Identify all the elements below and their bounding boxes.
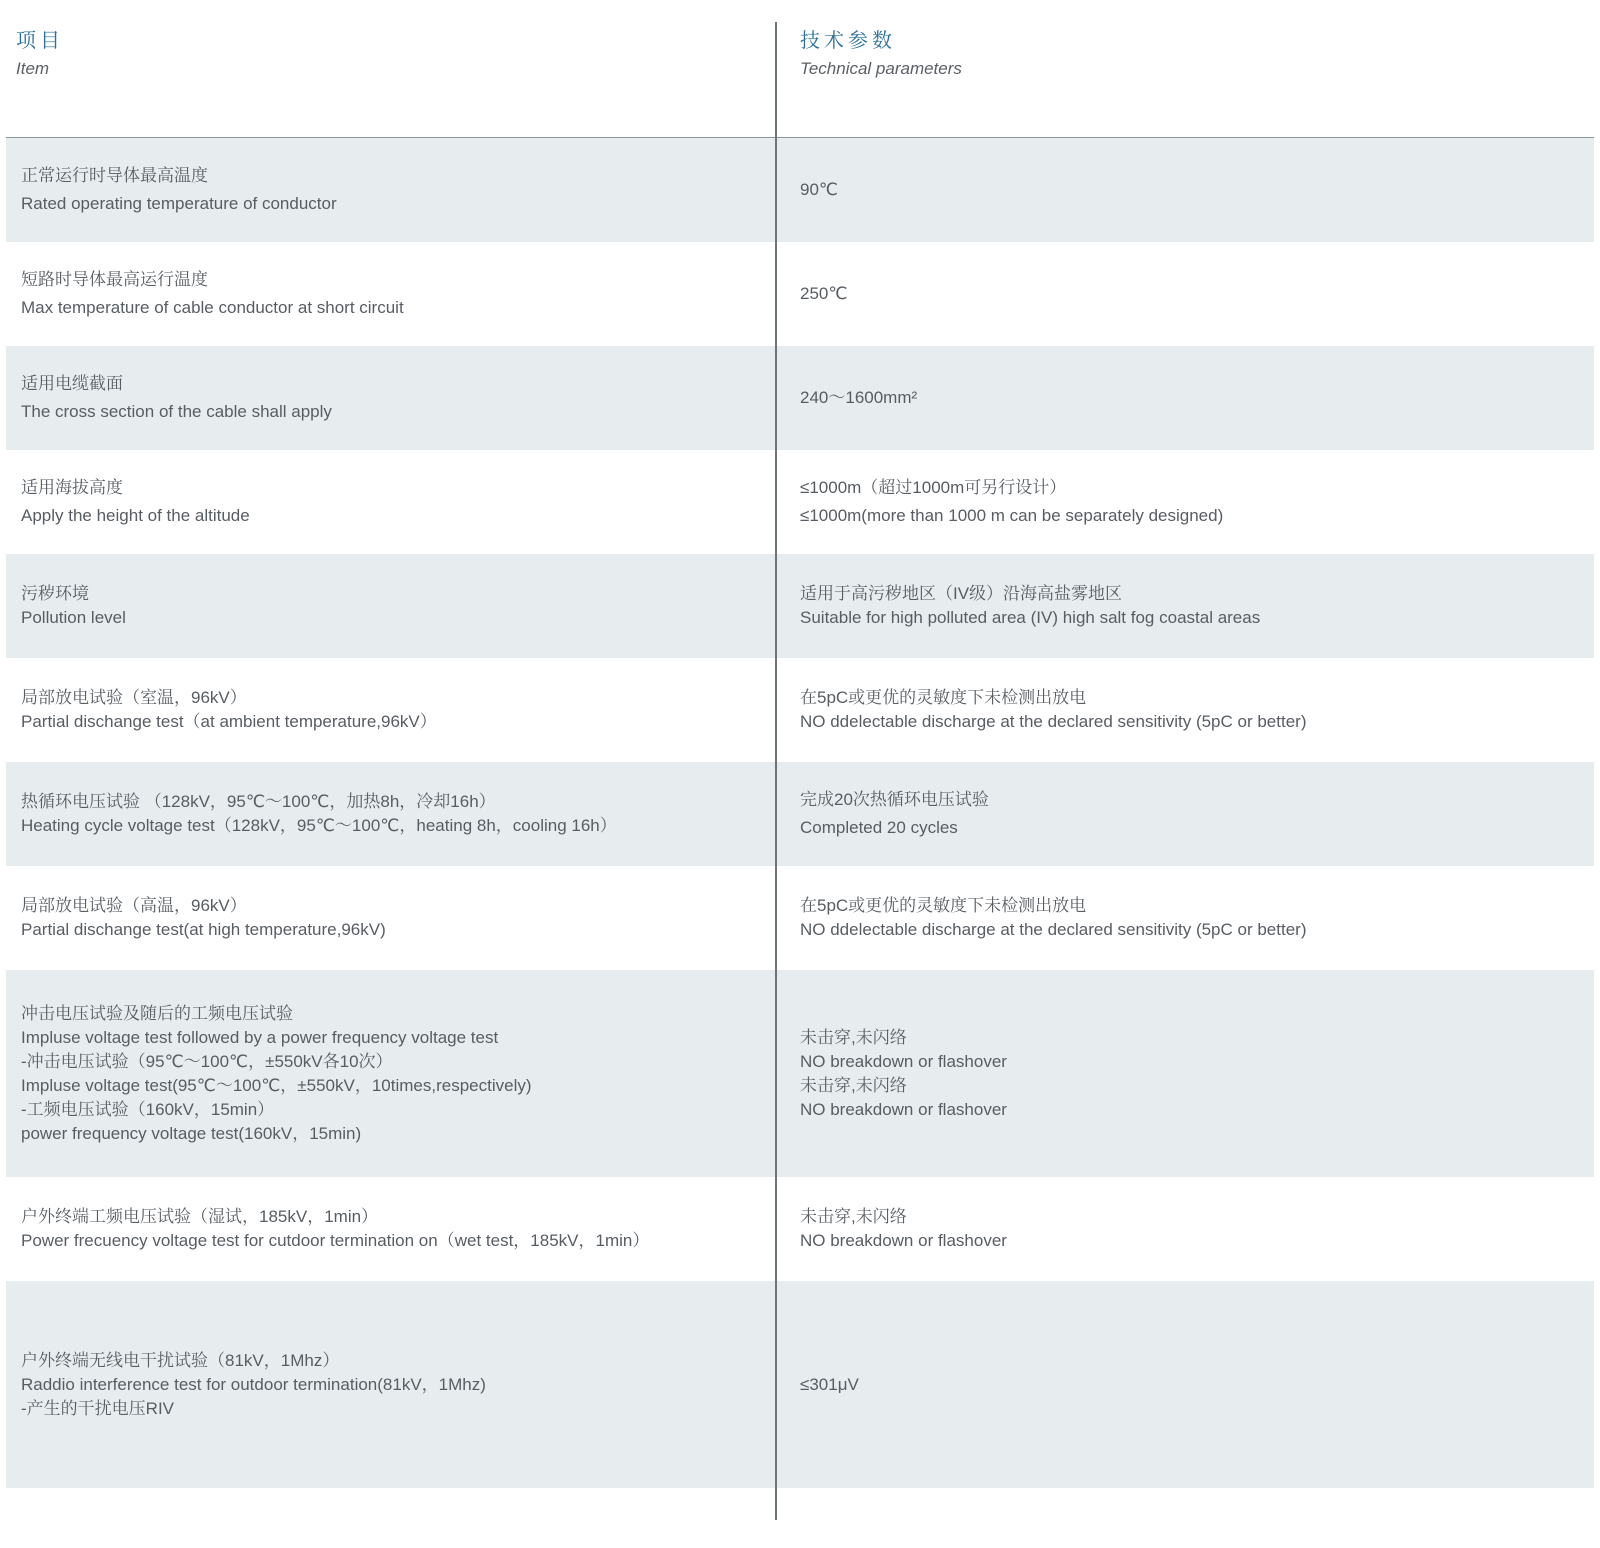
item-text: 适用海拔高度 (21, 478, 123, 497)
param-text: 适用于高污秽地区（IV级）沿海高盐雾地区 (800, 584, 1123, 603)
param-cell (782, 138, 1594, 242)
table-row (6, 970, 1594, 1177)
param-text: ≤1000m(more than 1000 m can be separately designed) (800, 506, 1224, 525)
item-cell (6, 138, 782, 242)
item-text: Partial dischange test（at ambient temperature,96kV） (21, 712, 437, 731)
item-text: -冲击电压试验（95℃～100℃，±550kV各10次） (21, 1051, 393, 1071)
param-text: 在5pC或更优的灵敏度下未检测出放电 (800, 688, 1087, 707)
item-text: Rated operating temperature of conductor (21, 194, 337, 213)
item-text: 短路时导体最高运行温度 (21, 270, 208, 289)
spec-table (6, 0, 1594, 1488)
item-text: 局部放电试验（高温，96kV） (21, 896, 247, 915)
header-param (800, 28, 962, 82)
item-text: 局部放电试验（室温，96kV） (21, 688, 247, 707)
param-text: 250℃ (800, 284, 848, 303)
item-text: Impluse voltage test followed by a power frequency voltage test (21, 1027, 499, 1047)
item-text: 冲击电压试验及随后的工频电压试验 (21, 1003, 293, 1023)
item-text: -产生的干扰电压RIV (21, 1398, 174, 1418)
item-cell (6, 1177, 782, 1281)
item-text: 正常运行时导体最高温度 (21, 166, 208, 185)
param-text: 完成20次热循环电压试验 (800, 790, 989, 809)
param-cell (782, 970, 1594, 1177)
table-row (6, 554, 1594, 658)
table-row (6, 762, 1594, 866)
item-text: Heating cycle voltage test（128kV，95℃～100℃，heating 8h，cooling 16h） (21, 816, 617, 835)
header-item-en: Item (16, 59, 50, 78)
param-cell (782, 242, 1594, 346)
param-text: ≤1000m（超过1000m可另行设计） (800, 478, 1067, 497)
item-text: Apply the height of the altitude (21, 506, 250, 525)
table-row (6, 346, 1594, 450)
param-cell (782, 554, 1594, 658)
param-cell (782, 450, 1594, 554)
param-cell (782, 866, 1594, 970)
item-cell (6, 762, 782, 866)
item-text: 户外终端工频电压试验（湿试，185kV，1min） (21, 1207, 379, 1226)
column-divider (775, 22, 777, 1520)
header-param-en: Technical parameters (800, 59, 962, 78)
param-cell (782, 346, 1594, 450)
param-text: 90℃ (800, 180, 839, 199)
param-cell (782, 762, 1594, 866)
item-text: 户外终端无线电干扰试验（81kV，1Mhz） (21, 1350, 340, 1370)
param-text: 240～1600mm² (800, 388, 918, 407)
table-header (6, 0, 1594, 138)
header-item (16, 28, 64, 82)
param-text: Suitable for high polluted area (IV) high salt fog coastal areas (800, 608, 1261, 627)
table-row (6, 1177, 1594, 1281)
param-text: 未击穿,未闪络 (800, 1075, 907, 1095)
item-cell (6, 346, 782, 450)
param-text: NO breakdown or flashover (800, 1051, 1007, 1071)
param-text: ≤301μV (800, 1374, 859, 1394)
param-text: NO ddelectable discharge at the declared sensitivity (5pC or better) (800, 712, 1307, 731)
table-row (6, 138, 1594, 242)
item-text: Raddio interference test for outdoor termination(81kV，1Mhz) (21, 1374, 486, 1394)
param-text: NO breakdown or flashover (800, 1231, 1007, 1250)
item-text: Partial dischange test(at high temperature,96kV) (21, 920, 386, 939)
item-cell (6, 242, 782, 346)
item-text: 适用电缆截面 (21, 374, 123, 393)
item-cell (6, 658, 782, 762)
item-text: 热循环电压试验 （128kV，95℃～100℃，加热8h，冷却16h） (21, 792, 496, 811)
item-text: power frequency voltage test(160kV，15min) (21, 1123, 362, 1143)
param-text: NO ddelectable discharge at the declared sensitivity (5pC or better) (800, 920, 1307, 939)
table-row (6, 1281, 1594, 1488)
table-row (6, 658, 1594, 762)
param-cell (782, 658, 1594, 762)
param-cell (782, 1281, 1594, 1488)
table-row (6, 450, 1594, 554)
item-cell (6, 970, 782, 1177)
table-row (6, 866, 1594, 970)
param-text: 未击穿,未闪络 (800, 1027, 907, 1047)
param-text: Completed 20 cycles (800, 818, 958, 837)
item-text: 污秽环境 (21, 584, 89, 603)
item-cell (6, 450, 782, 554)
header-item-cn: 项目 (16, 30, 64, 52)
item-text: Pollution level (21, 608, 126, 627)
item-cell (6, 554, 782, 658)
table-row (6, 242, 1594, 346)
item-text: Max temperature of cable conductor at short circuit (21, 298, 404, 317)
param-cell (782, 1177, 1594, 1281)
item-text: -工频电压试验（160kV，15min） (21, 1099, 275, 1119)
item-text: The cross section of the cable shall apply (21, 402, 332, 421)
item-cell (6, 866, 782, 970)
param-text: 未击穿,未闪络 (800, 1207, 907, 1226)
table-body (6, 138, 1594, 1488)
param-text: 在5pC或更优的灵敏度下未检测出放电 (800, 896, 1087, 915)
param-text: NO breakdown or flashover (800, 1099, 1007, 1119)
item-cell (6, 1281, 782, 1488)
item-text: Impluse voltage test(95℃～100℃，±550kV，10times,respectively) (21, 1075, 532, 1095)
header-param-cn: 技术参数 (800, 30, 896, 52)
item-text: Power frecuency voltage test for cutdoor termination on（wet test，185kV，1min） (21, 1231, 650, 1250)
